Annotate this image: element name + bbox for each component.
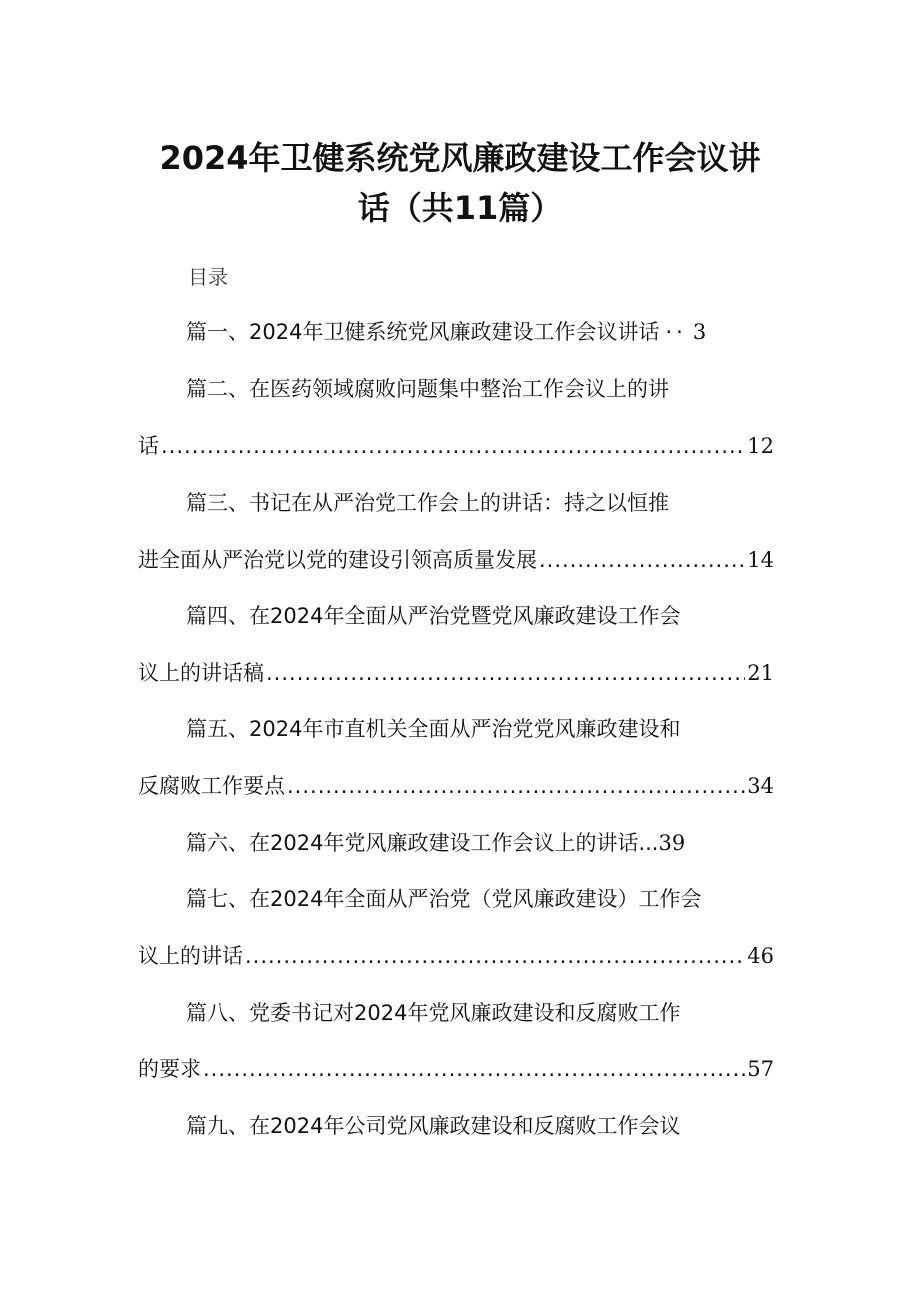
toc-entry-title: 篇二、在医药领域腐败问题集中整治工作会议上的讲 [186,377,669,401]
toc-page-number: 3 [692,320,707,344]
toc-entry-title: 篇五、2024年市直机关全面从严治党党风廉政建设和 [186,717,681,741]
toc-entry-title: 篇八、党委书记对2024年党风廉政建设和反腐败工作 [186,1001,681,1025]
toc-entry-5-continued[interactable] [138,768,774,804]
toc-entry-title: 篇四、在2024年全面从严治党暨党风廉政建设工作会 [186,604,681,628]
toc-entry-title-continued: 话 [138,434,159,458]
toc-entry-2-continued[interactable] [138,428,774,464]
toc-entry-8[interactable] [186,995,680,1031]
toc-leader: ... [638,831,659,855]
toc-heading: 目录 [188,265,228,289]
toc-entry-title-continued: 反腐败工作要点 [138,774,285,798]
toc-leader [203,1051,745,1087]
toc-page-number: 57 [747,1057,774,1081]
toc-entry-1[interactable] [186,314,706,350]
toc-entry-5[interactable] [186,711,680,747]
toc-leader [245,938,745,974]
toc-page-number: 21 [747,661,774,685]
toc-entry-2[interactable] [186,371,669,407]
toc-leader [161,428,745,464]
toc-page-number: 46 [747,944,774,968]
toc-entry-title-continued: 议上的讲话稿 [138,661,264,685]
toc-page-number: 12 [747,434,774,458]
toc-entry-title: 篇一、2024年卫健系统党风廉政建设工作会议讲话 [186,320,660,344]
toc-entry-title: 篇六、在2024年党风廉政建设工作会议上的讲话 [186,831,639,855]
toc-entry-3[interactable] [186,485,669,521]
toc-entry-9[interactable] [186,1108,680,1144]
toc-entry-title: 篇三、书记在从严治党工作会上的讲话：持之以恒推 [186,491,669,515]
toc-entry-7[interactable] [186,881,701,917]
toc-entry-title: 篇九、在2024年公司党风廉政建设和反腐败工作会议 [186,1114,681,1138]
toc-entry-title-continued: 议上的讲话 [138,944,243,968]
document-title-line-1: 2024年卫健系统党风廉政建设工作会议讲 [159,139,761,177]
toc-entry-3-continued[interactable] [138,542,774,578]
toc-page-number: 14 [747,548,774,572]
toc-page-number: 34 [747,774,774,798]
document-title-line-2: 话（共11篇） [357,189,563,227]
toc-leader [266,655,745,691]
toc-page-number: 39 [658,831,686,855]
toc-entry-4-continued[interactable] [138,655,774,691]
toc-entry-title-continued: 进全面从严治党以党的建设引领高质量发展 [138,548,537,572]
toc-entry-title: 篇七、在2024年全面从严治党（党风廉政建设）工作会 [186,887,702,911]
toc-entry-4[interactable] [186,598,680,634]
toc-leader [287,768,745,804]
toc-entry-6[interactable] [186,825,685,861]
toc-entry-7-continued[interactable] [138,938,774,974]
toc-entry-title-continued: 的要求 [138,1057,201,1081]
toc-leader [539,542,745,578]
toc-entry-8-continued[interactable] [138,1051,774,1087]
toc-leader: ·· [665,320,687,344]
